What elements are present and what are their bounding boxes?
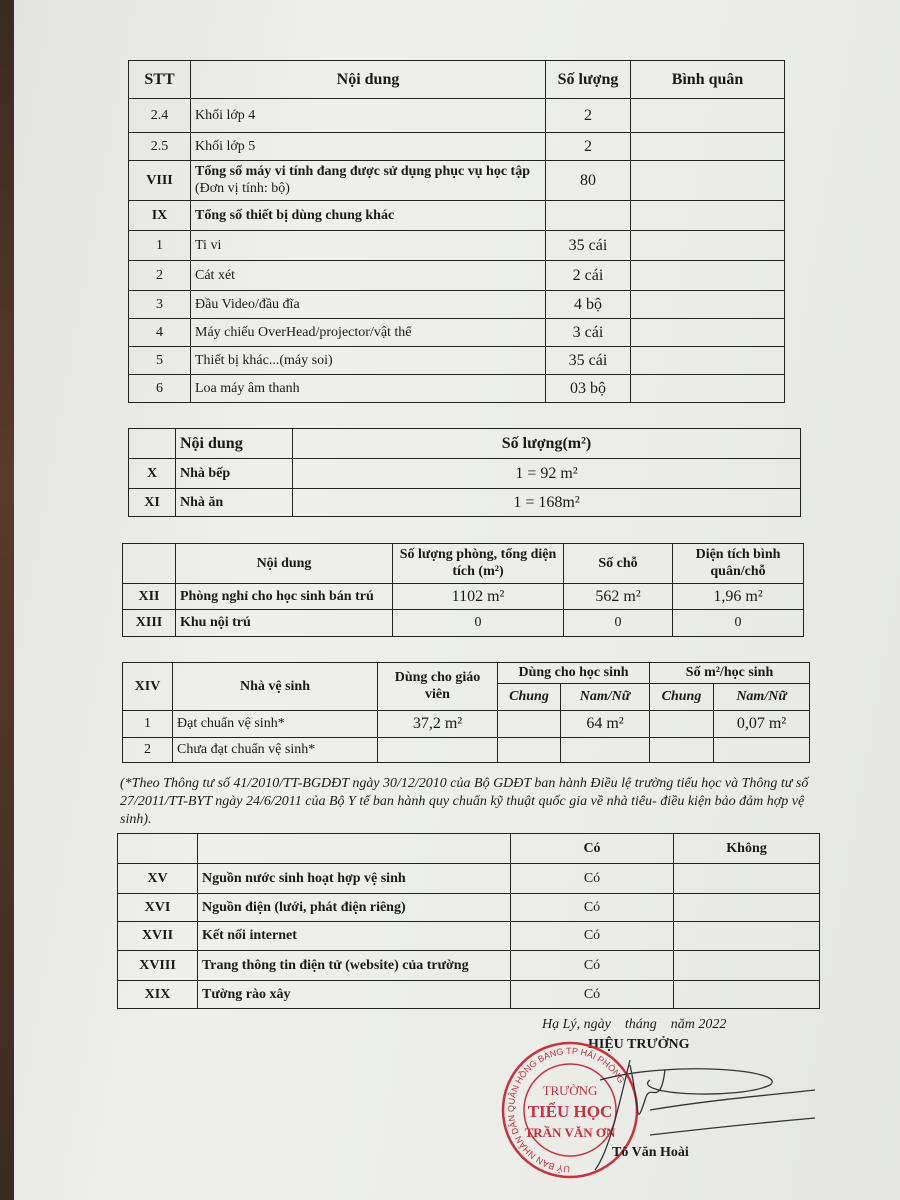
table-row bbox=[129, 99, 785, 133]
table-row bbox=[129, 261, 785, 291]
equipment-table bbox=[128, 60, 785, 403]
table-row bbox=[123, 711, 810, 738]
header-stt: XIV bbox=[123, 663, 173, 711]
cell-yes: Có bbox=[511, 981, 674, 1009]
cell-avg bbox=[631, 133, 785, 161]
cell-content: Đạt chuẩn vệ sinh* bbox=[173, 711, 378, 738]
cell-qty: 35 cái bbox=[546, 231, 631, 261]
table-row bbox=[129, 201, 785, 231]
cell-content: Tổng số thiết bị dùng chung khác bbox=[191, 201, 546, 231]
header-avg: Diện tích bình quân/chỗ bbox=[673, 544, 804, 584]
cell-content: Chưa đạt chuẩn vệ sinh* bbox=[173, 738, 378, 763]
cell-avg bbox=[631, 161, 785, 201]
cell-teacher: 37,2 m² bbox=[378, 711, 498, 738]
header-area: Số lượng phòng, tổng diện tích (m²) bbox=[393, 544, 564, 584]
table-row bbox=[118, 951, 820, 981]
cell-seats: 0 bbox=[564, 610, 673, 637]
table-row bbox=[118, 981, 820, 1009]
cell-qty: 2 cái bbox=[546, 261, 631, 291]
cell-qty: 1 = 168m² bbox=[293, 489, 801, 517]
cell-area: 1102 m² bbox=[393, 584, 564, 610]
header-content: Nội dung bbox=[176, 429, 293, 459]
boarding-table bbox=[122, 543, 804, 637]
cell-stt: XVI bbox=[118, 894, 198, 922]
cell-content: Phòng nghỉ cho học sinh bán trú bbox=[176, 584, 393, 610]
svg-text:TIỂU HỌC: TIỂU HỌC bbox=[527, 1102, 613, 1121]
table-row bbox=[129, 347, 785, 375]
cell-unit: (Đơn vị tính: bộ) bbox=[195, 180, 290, 196]
cell-empty bbox=[123, 544, 176, 584]
cell-content: Nguồn nước sinh hoạt hợp vệ sinh bbox=[198, 864, 511, 894]
cell-content: Khu nội trú bbox=[176, 610, 393, 637]
table-row bbox=[118, 894, 820, 922]
cell-s-namnu: 64 m² bbox=[561, 711, 650, 738]
svg-text:TRẦN VĂN ƠN: TRẦN VĂN ƠN bbox=[524, 1125, 616, 1140]
cell-qty: 2 bbox=[546, 99, 631, 133]
cell-avg: 0 bbox=[673, 610, 804, 637]
cell-avg bbox=[631, 375, 785, 403]
cell-content: Tổng số máy vi tính đang được sử dụng phục vụ học tập bbox=[195, 164, 530, 180]
header-namnu: Nam/Nữ bbox=[714, 684, 810, 711]
cell-stt: XVIII bbox=[118, 951, 198, 981]
cell-stt: XII bbox=[123, 584, 176, 610]
svg-text:UỶ BAN NHÂN DÂN QUẬN HỒNG BÀNG: UỶ BAN NHÂN DÂN QUẬN HỒNG BÀNG TP HẢI PHÒNG bbox=[505, 1045, 627, 1175]
cell-content: Nhà ăn bbox=[176, 489, 293, 517]
cell-stt: 6 bbox=[129, 375, 191, 403]
table-row bbox=[129, 161, 785, 201]
header-title: Nhà vệ sinh bbox=[173, 663, 378, 711]
header-students: Dùng cho học sinh bbox=[498, 663, 650, 684]
cell-content: Loa máy âm thanh bbox=[191, 375, 546, 403]
table-row bbox=[129, 133, 785, 161]
cell-content: Đầu Video/đầu đĩa bbox=[191, 291, 546, 319]
cell-yes: Có bbox=[511, 922, 674, 951]
header-content: Nội dung bbox=[191, 61, 546, 99]
cell-qty: 03 bộ bbox=[546, 375, 631, 403]
cell-p-namnu: 0,07 m² bbox=[714, 711, 810, 738]
cell-avg bbox=[631, 231, 785, 261]
cell-stt: 2.5 bbox=[129, 133, 191, 161]
facilities-table bbox=[117, 833, 820, 1009]
cell-p-chung bbox=[650, 711, 714, 738]
cell-content: Tường rào xây bbox=[198, 981, 511, 1009]
header-qty: Số lượng(m²) bbox=[293, 429, 801, 459]
cell-content: Khối lớp 4 bbox=[191, 99, 546, 133]
cell-stt: IX bbox=[129, 201, 191, 231]
cell-stt: XV bbox=[118, 864, 198, 894]
cell-stt: 1 bbox=[123, 711, 173, 738]
cell-content: Trang thông tin điện tử (website) của trường bbox=[198, 951, 511, 981]
cell-avg bbox=[631, 261, 785, 291]
cell-avg: 1,96 m² bbox=[673, 584, 804, 610]
table-row bbox=[118, 922, 820, 951]
header-no: Không bbox=[674, 834, 820, 864]
cell-yes: Có bbox=[511, 951, 674, 981]
table-row bbox=[123, 610, 804, 637]
cell-seats: 562 m² bbox=[564, 584, 673, 610]
header-namnu: Nam/Nữ bbox=[561, 684, 650, 711]
cell-stt: XI bbox=[129, 489, 176, 517]
header-stt: STT bbox=[129, 61, 191, 99]
cell-s-chung bbox=[498, 711, 561, 738]
header-teacher: Dùng cho giáo viên bbox=[378, 663, 498, 711]
header-chung: Chung bbox=[650, 684, 714, 711]
table-header bbox=[129, 61, 785, 99]
cell-qty: 4 bộ bbox=[546, 291, 631, 319]
cell-qty: 80 bbox=[546, 161, 631, 201]
cell-avg bbox=[631, 347, 785, 375]
header-chung: Chung bbox=[498, 684, 561, 711]
cell-avg bbox=[631, 291, 785, 319]
table-row bbox=[118, 864, 820, 894]
cell-qty: 1 = 92 m² bbox=[293, 459, 801, 489]
table-row bbox=[129, 319, 785, 347]
cell-stt: 3 bbox=[129, 291, 191, 319]
cell-stt: 2.4 bbox=[129, 99, 191, 133]
table-row bbox=[129, 231, 785, 261]
cell-yes: Có bbox=[511, 894, 674, 922]
cell-qty: 3 cái bbox=[546, 319, 631, 347]
desk-edge bbox=[0, 0, 14, 1200]
cell-stt: 5 bbox=[129, 347, 191, 375]
svg-text:TRƯỜNG: TRƯỜNG bbox=[542, 1083, 598, 1098]
cell-stt: 2 bbox=[129, 261, 191, 291]
footnote: (*Theo Thông tư số 41/2010/TT-BGDĐT ngày 30/12/2010 của Bộ GDĐT ban hành Điều lệ trường tiểu học và Thông tư số 27/2011/TT-BYT ngày 24/6/2011 của Bộ Y tế ban hành quy chuẩn kỹ thuật quốc gia về nhà tiêu- điều kiện bảo đảm hợp vệ sinh). bbox=[120, 776, 809, 828]
cell-stt: VIII bbox=[129, 161, 191, 201]
cell-stt: 2 bbox=[123, 738, 173, 763]
header-yes: Có bbox=[511, 834, 674, 864]
place-date: Hạ Lý, ngày tháng năm 2022 bbox=[542, 1017, 727, 1032]
cell-stt: X bbox=[129, 459, 176, 489]
table-row bbox=[129, 291, 785, 319]
table-row bbox=[129, 489, 801, 517]
header-per-student: Số m²/học sinh bbox=[650, 663, 810, 684]
table-row bbox=[123, 584, 804, 610]
cell-qty: 2 bbox=[546, 133, 631, 161]
cell-stt: XVII bbox=[118, 922, 198, 951]
header-avg: Bình quân bbox=[631, 61, 785, 99]
header-seats: Số chỗ bbox=[564, 544, 673, 584]
cell-stt: 4 bbox=[129, 319, 191, 347]
cell-avg bbox=[631, 201, 785, 231]
cell-content: Nguồn điện (lưới, phát điện riêng) bbox=[198, 894, 511, 922]
cell-stt: XIX bbox=[118, 981, 198, 1009]
signer-name: Tô Văn Hoài bbox=[612, 1145, 689, 1160]
kitchen-table bbox=[128, 428, 801, 517]
cell-content: Nhà bếp bbox=[176, 459, 293, 489]
table-row bbox=[123, 738, 810, 763]
cell-area: 0 bbox=[393, 610, 564, 637]
cell-stt: XIII bbox=[123, 610, 176, 637]
cell-content: Cát xét bbox=[191, 261, 546, 291]
cell-avg bbox=[631, 99, 785, 133]
cell-qty bbox=[546, 201, 631, 231]
header-qty: Số lượng bbox=[546, 61, 631, 99]
cell-qty: 35 cái bbox=[546, 347, 631, 375]
signer-title: HIỆU TRƯỞNG bbox=[588, 1037, 690, 1052]
cell-avg bbox=[631, 319, 785, 347]
table-row bbox=[129, 459, 801, 489]
cell-empty bbox=[129, 429, 176, 459]
cell-yes: Có bbox=[511, 864, 674, 894]
cell-content: Thiết bị khác...(máy soi) bbox=[191, 347, 546, 375]
cell-stt: 1 bbox=[129, 231, 191, 261]
cell-content: Khối lớp 5 bbox=[191, 133, 546, 161]
cell-content: Ti vi bbox=[191, 231, 546, 261]
header-content: Nội dung bbox=[176, 544, 393, 584]
cell-content: Máy chiếu OverHead/projector/vật thể bbox=[191, 319, 546, 347]
table-row bbox=[129, 375, 785, 403]
cell-content: Kết nối internet bbox=[198, 922, 511, 951]
toilet-table bbox=[122, 662, 810, 763]
